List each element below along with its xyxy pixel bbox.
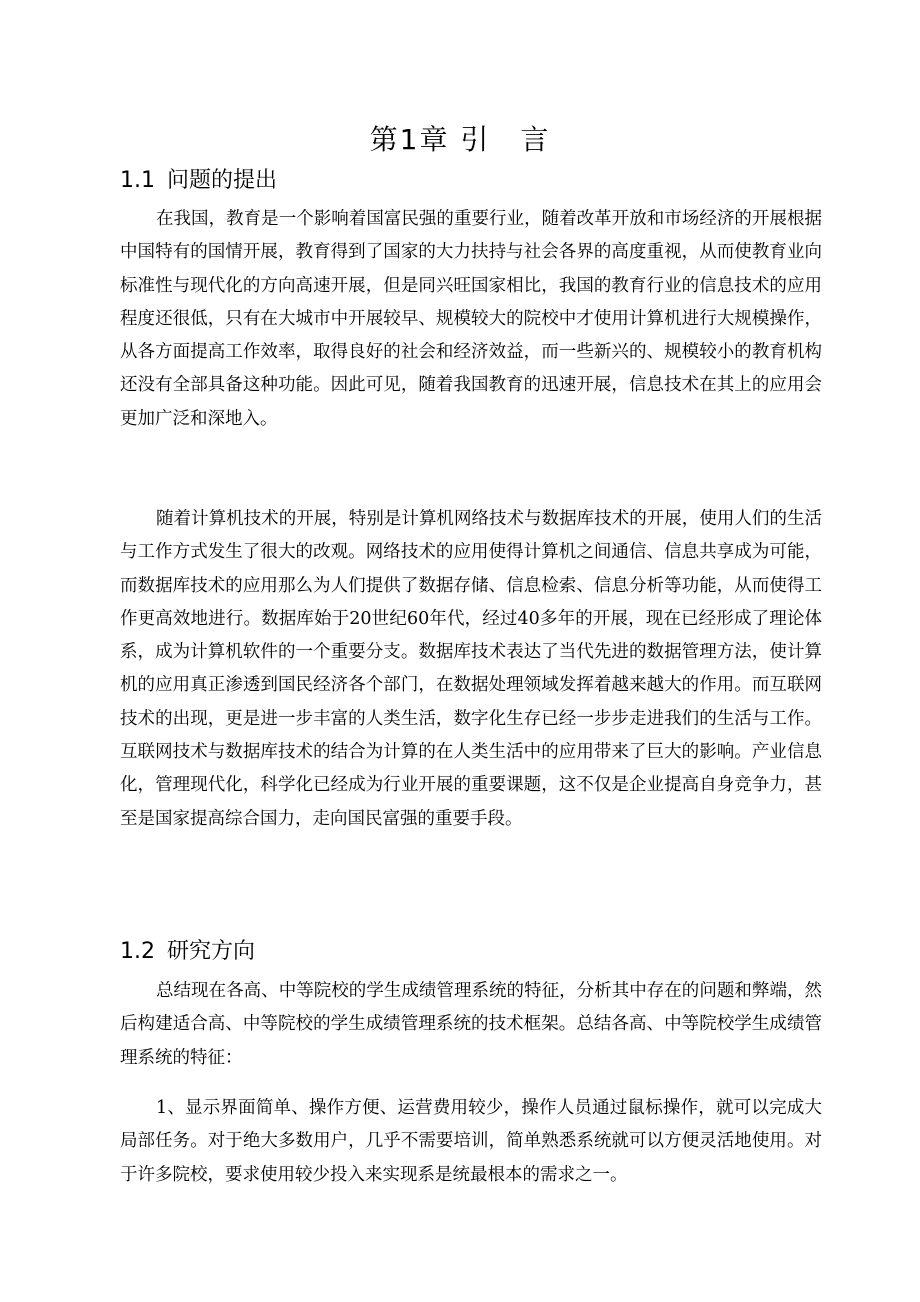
chapter-title: 第1章 引 言	[369, 123, 551, 156]
paragraph-1-2-a: 总结现在各高、中等院校的学生成绩管理系统的特征，分析其中存在的问题和弊端，然后构建适合高、中等院校的学生成绩管理系统的技术框架。总结各高、中等院校学生成绩管理系统的特征：	[120, 981, 822, 1068]
section-title: 问题的提出	[167, 168, 278, 193]
paragraph-1-2-b: 1、显示界面简单、操作方便、运营费用较少，操作人员通过鼠标操作，就可以完成大局部任务。对于绝大多数用户，几乎不需要培训，简单熟悉系统就可以方便灵活地使用。对于许多院校，要求使用较少投入来实现系是统最根本的需求之一。	[120, 1098, 822, 1185]
paragraph-1-1-a: 在我国，教育是一个影响着国富民强的重要行业，随着改革开放和市场经济的开展根据中国特有的国情开展，教育得到了国家的大力扶持与社会各界的高度重视，从而使教育业向标准性与现代化的方向高速开展，但是同兴旺国家相比，我国的教育行业的信息技术的应用程度还很低，只有在大城市中开展较早、规模较大的院校中才使用计算机进行大规模操作，从各方面提高工作效率，取得良好的社会和经济效益，而一些新兴的、规模较小的教育机构还没有全部具备这种功能。因此可见，随着我国教育的迅速开展，信息技术在其上的应用会更加广泛和深地入。	[120, 209, 822, 429]
paragraph-1-1-b: 随着计算机技术的开展，特别是计算机网络技术与数据库技术的开展，使用人们的生活与工作方式发生了很大的改观。网络技术的应用使得计算机之间通信、信息共享成为可能，而数据库技术的应用那么为人们提供了数据存储、信息检索、信息分析等功能，从而使得工作更高效地进行。数据库始于20世纪60年代，经过40多年的开展，现在已经形成了理论体系，成为计算机软件的一个重要分支。数据库技术表达了当代先进的数据管理方法，使计算机的应用真正渗透到国民经济各个部门，在数据处理领域发挥着越来越大的作用。而互联网技术的出现，更是进一步丰富的人类生活，数字化生存已经一步步走进我们的生活与工作。互联网技术与数据库技术的结合为计算的在人类生活中的应用带来了巨大的影响。产业信息化，管理现代化，科学化已经成为行业开展的重要课题，这不仅是企业提高自身竞争力，甚至是国家提高综合国力，走向国民富强的重要手段。	[120, 509, 822, 829]
section-number: 1.1	[120, 168, 155, 193]
section-number: 1.2	[120, 939, 155, 964]
section-heading-1-1	[120, 164, 277, 198]
section-heading-1-2	[120, 935, 255, 969]
section-title: 研究方向	[167, 939, 256, 964]
